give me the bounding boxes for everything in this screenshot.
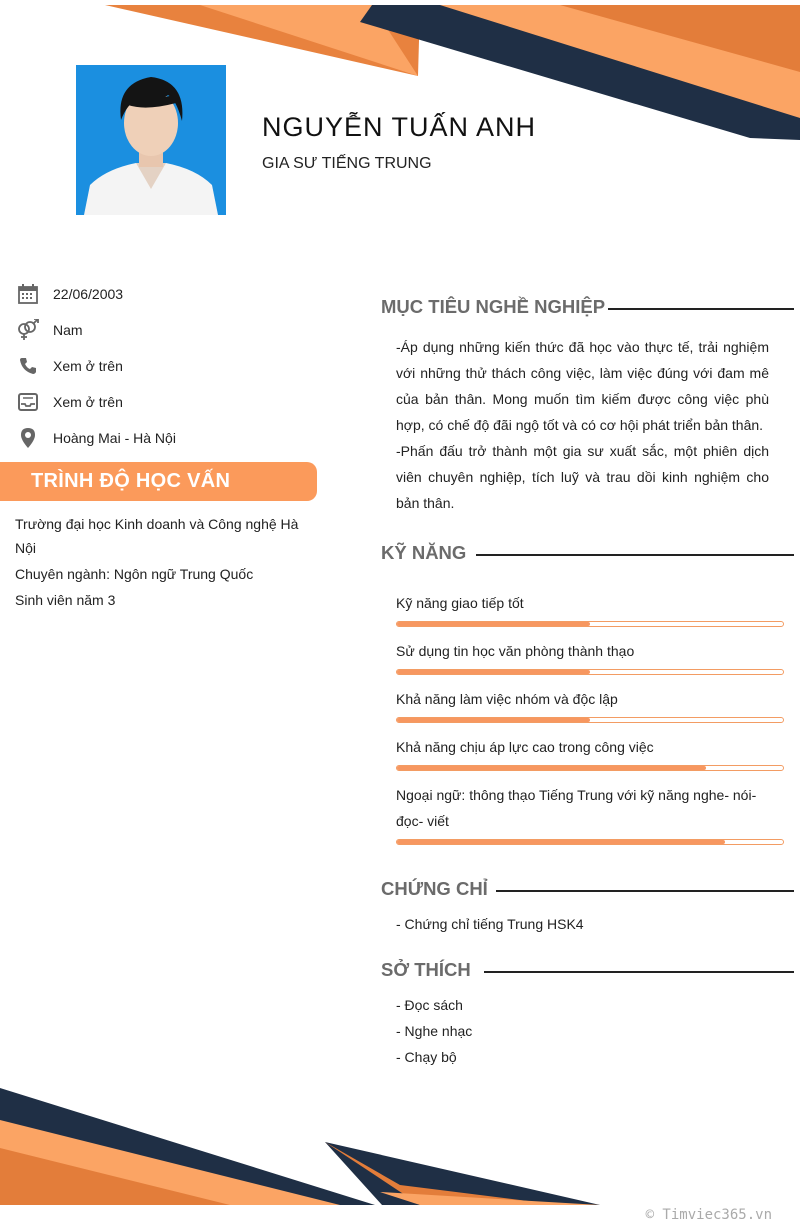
hobbies-heading-rule: [484, 971, 794, 973]
education-heading: [0, 462, 317, 501]
profile-photo: [76, 65, 226, 215]
objective-heading: [381, 296, 794, 320]
skill-label: Kỹ năng giao tiếp tốt: [396, 595, 524, 611]
skill-label: Khả năng làm việc nhóm và độc lập: [396, 691, 618, 707]
skills-heading-rule: [476, 554, 794, 556]
avatar-illustration: [76, 65, 226, 215]
gender-icon: [16, 318, 40, 342]
email-value: Xem ở trên: [53, 394, 123, 410]
contact-address: [16, 426, 316, 450]
skill-label: Ngoại ngữ: thông thạo Tiếng Trung với kỹ năng nghe- nói- đọc- viết: [396, 787, 757, 829]
candidate-name: NGUYỄN TUẤN ANH: [262, 112, 537, 142]
skills-heading-text: KỸ NĂNG: [381, 542, 478, 564]
certificates-heading-rule: [496, 890, 794, 892]
skill-bar: [396, 621, 784, 627]
objective-paragraph-1: -Áp dụng những kiến thức đã học vào thực tế, trải nghiệm với những thử thách công việc, làm việc đúng với đam mê của bản thân. Mong muốn tìm kiếm được công việc phù hợp, có chế độ đãi ngộ tốt và có cơ hội phát triển bản thân.: [396, 339, 769, 433]
education-school: Trường đại học Kinh doanh và Công nghệ Hà Nội: [15, 516, 299, 556]
skill-item: [396, 734, 784, 760]
education-heading-text: TRÌNH ĐỘ HỌC VẤN: [31, 470, 231, 492]
contact-phone: [16, 354, 316, 378]
certificate-item: - Chứng chỉ tiếng Trung HSK4: [396, 916, 584, 932]
phone-value: Xem ở trên: [53, 358, 123, 374]
skill-item: [396, 590, 784, 616]
contact-birthday: [16, 282, 316, 306]
skill-bar: [396, 839, 784, 845]
birthday-value: 22/06/2003: [53, 286, 124, 302]
objective-heading-text: MỤC TIÊU NGHỀ NGHIỆP: [381, 296, 617, 318]
objective-heading-rule: [608, 308, 794, 310]
watermark: © Timviec365.vn: [645, 1207, 772, 1223]
education-major: Chuyên ngành: Ngôn ngữ Trung Quốc: [15, 566, 254, 582]
skill-bar: [396, 717, 784, 723]
hobby-item: - Nghe nhạc: [396, 1023, 473, 1039]
hobbies-heading-text: SỞ THÍCH: [381, 959, 483, 981]
hobby-item: - Chạy bộ: [396, 1049, 457, 1065]
skill-item: [396, 686, 784, 712]
skill-item: [396, 782, 784, 834]
skills-heading: [381, 542, 794, 566]
skill-label: Sử dụng tin học văn phòng thành thạo: [396, 643, 635, 659]
phone-icon: [16, 354, 40, 378]
skill-bar-fill: [397, 766, 706, 770]
education-details: [15, 512, 315, 612]
skill-bar: [396, 765, 784, 771]
skill-bar: [396, 669, 784, 675]
contact-email: [16, 390, 316, 414]
skill-bar-fill: [397, 622, 590, 626]
objective-text: [396, 334, 769, 516]
job-title: GIA SƯ TIẾNG TRUNG: [262, 155, 432, 172]
education-year: Sinh viên năm 3: [15, 592, 116, 608]
hobbies-heading: [381, 959, 794, 983]
skill-bar-fill: [397, 718, 590, 722]
skill-item: [396, 638, 784, 664]
gender-value: Nam: [53, 322, 83, 338]
contact-gender: [16, 318, 316, 342]
skill-bar-fill: [397, 840, 725, 844]
certificates-heading-text: CHỨNG CHỈ: [381, 878, 500, 900]
hobby-item: - Đọc sách: [396, 997, 463, 1013]
address-value: Hoàng Mai - Hà Nội: [53, 430, 176, 446]
skill-bar-fill: [397, 670, 590, 674]
location-icon: [16, 426, 40, 450]
email-icon: [16, 390, 40, 414]
objective-paragraph-2: -Phấn đấu trở thành một gia sư xuất sắc, một phiên dịch viên chuyên nghiệp, tích luỹ và trau dồi kinh nghiệm cho bản thân.: [396, 443, 769, 511]
calendar-icon: [16, 282, 40, 306]
skill-label: Khả năng chịu áp lực cao trong công việc: [396, 739, 654, 755]
certificates-heading: [381, 878, 794, 902]
